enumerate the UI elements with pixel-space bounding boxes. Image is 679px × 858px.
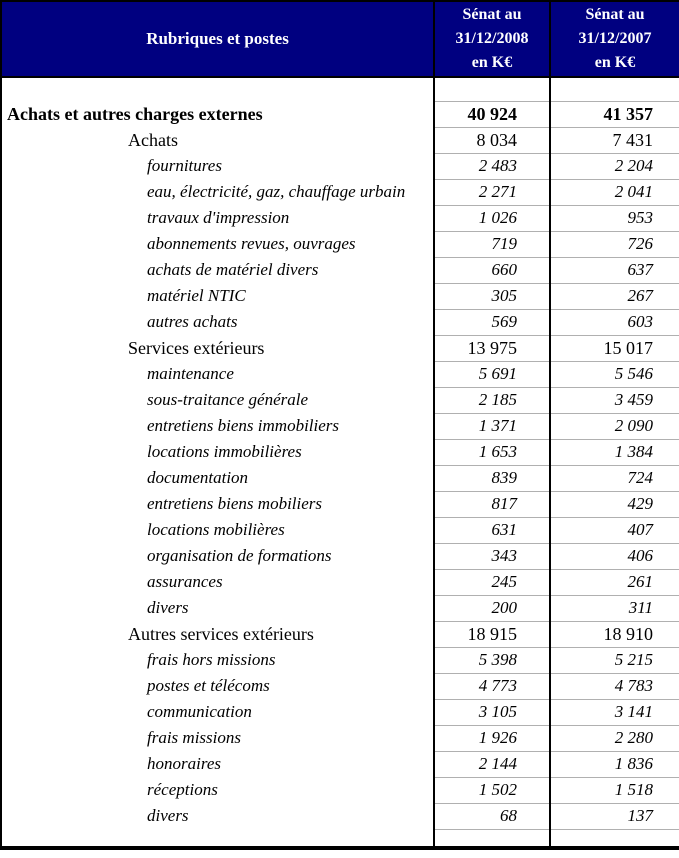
header-line: Sénat au: [585, 6, 645, 23]
value-2007: 261: [550, 569, 679, 595]
value-2008: 569: [434, 309, 550, 335]
value-2008: 2 144: [434, 751, 550, 777]
value-2007: 267: [550, 283, 679, 309]
row-label: autres achats: [147, 312, 238, 331]
header-line: 31/12/2008: [455, 30, 529, 47]
header-line: 31/12/2007: [578, 30, 652, 47]
value-2007: 603: [550, 309, 679, 335]
value-2008: 1 026: [434, 205, 550, 231]
value-2008: 5 398: [434, 647, 550, 673]
value-2007: 5 546: [550, 361, 679, 387]
row-label: Achats: [128, 129, 178, 150]
table-row: [1, 751, 679, 777]
value-2008: 1 371: [434, 413, 550, 439]
value-2007: 406: [550, 543, 679, 569]
value-2008: 245: [434, 569, 550, 595]
empty-cell: [434, 77, 550, 101]
table-row: [1, 335, 679, 361]
table-row: [1, 231, 679, 257]
column-header-rubriques: Rubriques et postes: [1, 1, 434, 77]
row-label: locations mobilières: [147, 520, 285, 539]
value-2007: 2 204: [550, 153, 679, 179]
value-2007: 137: [550, 803, 679, 829]
row-label: travaux d'impression: [147, 208, 290, 227]
value-2007: 3 141: [550, 699, 679, 725]
table-row: [1, 543, 679, 569]
table-header: [1, 1, 679, 77]
value-2007: 1 384: [550, 439, 679, 465]
value-2007: 429: [550, 491, 679, 517]
value-2008: 200: [434, 595, 550, 621]
value-2007: 311: [550, 595, 679, 621]
value-2007: 7 431: [550, 127, 679, 153]
value-2008: 8 034: [434, 127, 550, 153]
value-2008: 1 926: [434, 725, 550, 751]
row-label: matériel NTIC: [147, 286, 246, 305]
table-row: [1, 413, 679, 439]
value-2008: 1 502: [434, 777, 550, 803]
value-2008: 4 773: [434, 673, 550, 699]
row-label: frais missions: [147, 728, 241, 747]
value-2007: 2 090: [550, 413, 679, 439]
table-row: [1, 283, 679, 309]
row-label: entretiens biens mobiliers: [147, 494, 323, 513]
row-label: réceptions: [147, 780, 218, 799]
row-label: frais hors missions: [147, 650, 276, 669]
value-2007: 637: [550, 257, 679, 283]
table-row: [1, 179, 679, 205]
row-label: organisation de formations: [147, 546, 332, 565]
value-2008: 719: [434, 231, 550, 257]
header-row: [1, 1, 679, 77]
table-row: [1, 361, 679, 387]
value-2007: 41 357: [550, 101, 679, 127]
value-2008: 631: [434, 517, 550, 543]
row-label: divers: [147, 598, 189, 617]
header-line: Sénat au: [462, 6, 522, 23]
value-2007: 5 215: [550, 647, 679, 673]
table-row: [1, 205, 679, 231]
value-2008: 2 185: [434, 387, 550, 413]
empty-cell: [1, 829, 434, 848]
row-label: Achats et autres charges externes: [7, 103, 263, 124]
table-row: [1, 309, 679, 335]
value-2008: 817: [434, 491, 550, 517]
row-label: eau, électricité, gaz, chauffage urbain: [147, 182, 406, 201]
row-label: Autres services extérieurs: [128, 623, 314, 644]
table-row: [1, 595, 679, 621]
empty-cell: [550, 829, 679, 848]
value-2008: 839: [434, 465, 550, 491]
value-2007: 2 041: [550, 179, 679, 205]
header-line: en K€: [594, 54, 636, 71]
value-2007: 1 518: [550, 777, 679, 803]
value-2008: 343: [434, 543, 550, 569]
row-label: assurances: [147, 572, 223, 591]
value-2008: 18 915: [434, 621, 550, 647]
column-header-senat-2007: [550, 1, 679, 77]
table-row: [1, 127, 679, 153]
value-2008: 40 924: [434, 101, 550, 127]
table-row: [1, 569, 679, 595]
spacer-row-bottom: [1, 829, 679, 848]
table-row: [1, 725, 679, 751]
table-row: [1, 153, 679, 179]
table-row: [1, 621, 679, 647]
table-row: [1, 257, 679, 283]
row-label: sous-traitance générale: [147, 390, 308, 409]
table-body: [1, 77, 679, 848]
column-header-senat-2008: [434, 1, 550, 77]
table-row: [1, 517, 679, 543]
value-2008: 5 691: [434, 361, 550, 387]
table-row: [1, 777, 679, 803]
value-2008: 2 271: [434, 179, 550, 205]
spacer-row-top: [1, 77, 679, 101]
header-line: en K€: [471, 54, 513, 71]
row-label: maintenance: [147, 364, 234, 383]
value-2008: 3 105: [434, 699, 550, 725]
value-2007: 4 783: [550, 673, 679, 699]
row-label: Services extérieurs: [128, 337, 265, 358]
empty-cell: [550, 77, 679, 101]
row-label: honoraires: [147, 754, 221, 773]
table-row: [1, 699, 679, 725]
table-row: [1, 465, 679, 491]
table-row: [1, 387, 679, 413]
table-row: [1, 439, 679, 465]
value-2007: 724: [550, 465, 679, 491]
value-2008: 660: [434, 257, 550, 283]
row-label: divers: [147, 806, 189, 825]
value-2007: 3 459: [550, 387, 679, 413]
row-label: communication: [147, 702, 252, 721]
value-2007: 953: [550, 205, 679, 231]
value-2008: 13 975: [434, 335, 550, 361]
value-2007: 2 280: [550, 725, 679, 751]
table-row: [1, 803, 679, 829]
value-2007: 1 836: [550, 751, 679, 777]
row-label: locations immobilières: [147, 442, 302, 461]
value-2008: 1 653: [434, 439, 550, 465]
table-row: [1, 491, 679, 517]
value-2007: 407: [550, 517, 679, 543]
row-label: fournitures: [147, 156, 222, 175]
row-label: postes et télécoms: [147, 676, 270, 695]
row-label: achats de matériel divers: [147, 260, 319, 279]
row-label: abonnements revues, ouvrages: [147, 234, 356, 253]
table-row: [1, 647, 679, 673]
value-2008: 2 483: [434, 153, 550, 179]
empty-cell: [1, 77, 434, 101]
row-label: documentation: [147, 468, 249, 487]
value-2007: 18 910: [550, 621, 679, 647]
table-row: [1, 101, 679, 127]
empty-cell: [434, 829, 550, 848]
value-2008: 68: [434, 803, 550, 829]
value-2007: 726: [550, 231, 679, 257]
value-2008: 305: [434, 283, 550, 309]
table-row: [1, 673, 679, 699]
value-2007: 15 017: [550, 335, 679, 361]
row-label: entretiens biens immobiliers: [147, 416, 340, 435]
